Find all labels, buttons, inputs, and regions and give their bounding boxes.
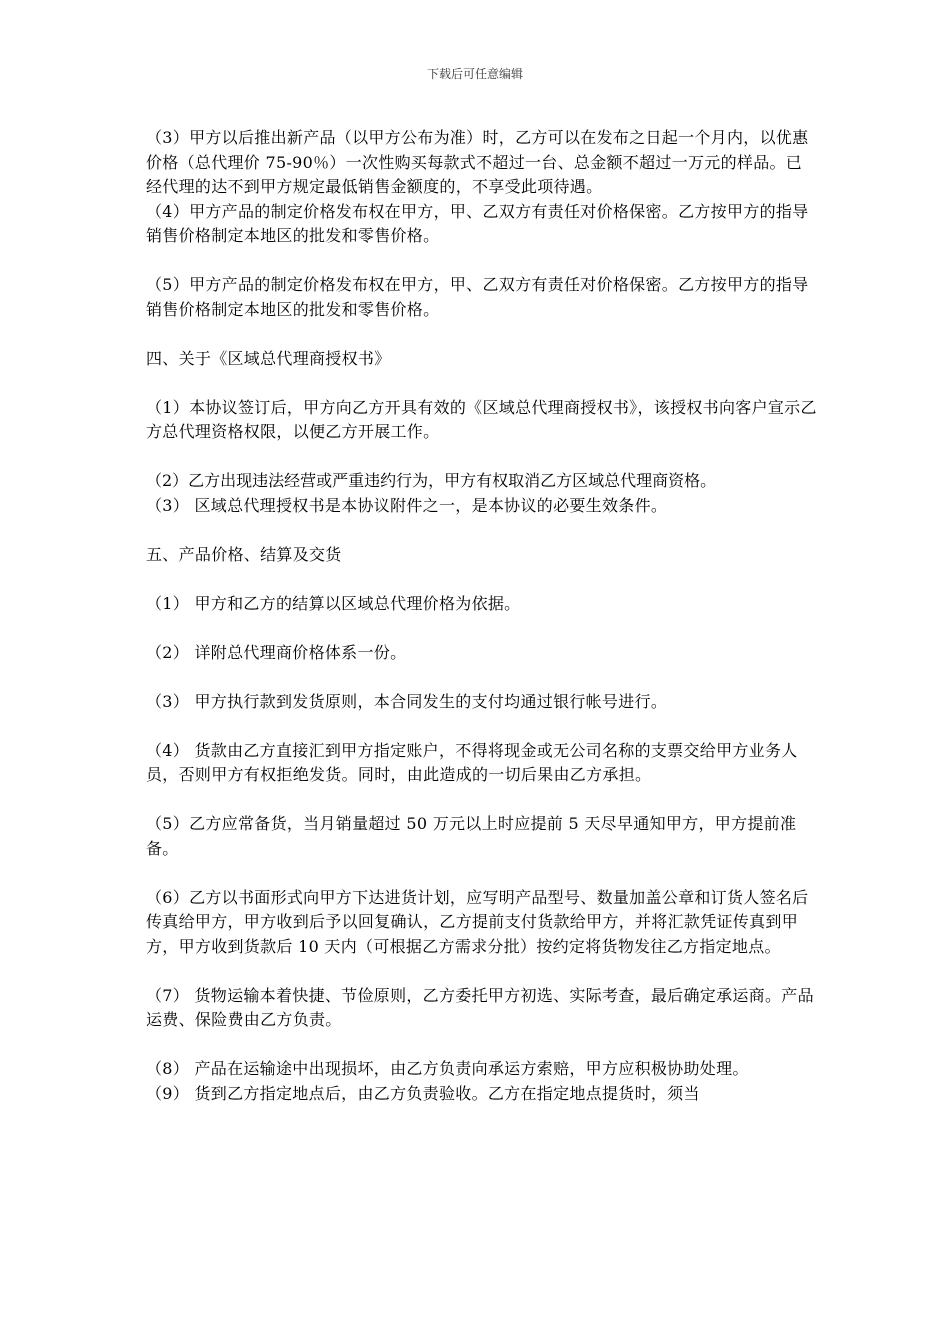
paragraph-settlement-5: （5）乙方应常备货，当月销量超过 50 万元以上时应提前 5 天尽早通知甲方，甲方提前准备。 (146, 814, 797, 858)
paragraph-settlement-4: （4） 货款由乙方直接汇到甲方指定账户，不得将现金或无公司名称的支票交给甲方业务人员，否则甲方有权拒绝发货。同时，由此造成的一切后果由乙方承担。 (146, 740, 798, 784)
paragraph-3-new-product-samples: （3）甲方以后推出新产品（以甲方公布为准）时，乙方可以在发布之日起一个月内，以优惠价格（总代理价 75-90％）一次性购买每款式不超过一台、总金额不超过一万元的样品。已经代理的达不到甲方规定最低销售金额度的，不享受此项待遇。 (146, 128, 809, 196)
paragraph-settlement-1: （1） 甲方和乙方的结算以区域总代理价格为依据。 (146, 593, 521, 613)
page-header: 下载后可任意编辑 (426, 67, 523, 81)
paragraph-4-pricing-confidentiality: （4）甲方产品的制定价格发布权在甲方，甲、乙双方有责任对价格保密。乙方按甲方的指导销售价格制定本地区的批发和零售价格。 (146, 201, 809, 245)
paragraph-settlement-2: （2） 详附总代理商价格体系一份。 (146, 642, 407, 662)
paragraph-settlement-8: （8） 产品在运输途中出现损坏，由乙方负责向承运方索赔，甲方应积极协助处理。 (146, 1059, 749, 1078)
paragraph-settlement-3: （3） 甲方执行款到发货原则，本合同发生的支付均通过银行帐号进行。 (146, 691, 668, 711)
paragraph-settlement-7: （7） 货物运输本着快捷、节俭原则，乙方委托甲方初选、实际考查，最后确定承运商。产品运费、保险费由乙方负责。 (146, 985, 814, 1029)
paragraph-authorization-1: （1）本协议签订后，甲方向乙方开具有效的《区域总代理商授权书》，该授权书向客户宣示乙方总代理资格权限，以便乙方开展工作。 (146, 397, 817, 441)
paragraph-authorization-2: （2）乙方出现违法经营或严重违约行为，甲方有权取消乙方区域总代理商资格。 (146, 471, 717, 490)
section-heading-authorization: 四、关于《区域总代理商授权书》 (146, 348, 391, 368)
paragraph-authorization-3: （3） 区域总代理授权书是本协议附件之一，是本协议的必要生效条件。 (146, 495, 668, 515)
section-heading-pricing-settlement: 五、产品价格、结算及交货 (146, 544, 342, 564)
paragraph-settlement-6: （6）乙方以书面形式向甲方下达进货计划，应写明产品型号、数量加盖公章和订货人签名后传真给甲方，甲方收到后予以回复确认，乙方提前支付货款给甲方，并将汇款凭证传真到甲方，甲方收到货款后 10 天内（可根据乙方需求分批）按约定将货物发往乙方指定地点。 (146, 887, 809, 956)
document-body (146, 126, 818, 1106)
paragraph-settlement-9: （9） 货到乙方指定地点后，由乙方负责验收。乙方在指定地点提货时，须当 (146, 1083, 700, 1103)
paragraph-5-pricing-confidentiality: （5）甲方产品的制定价格发布权在甲方，甲、乙双方有责任对价格保密。乙方按甲方的指导销售价格制定本地区的批发和零售价格。 (146, 275, 809, 319)
